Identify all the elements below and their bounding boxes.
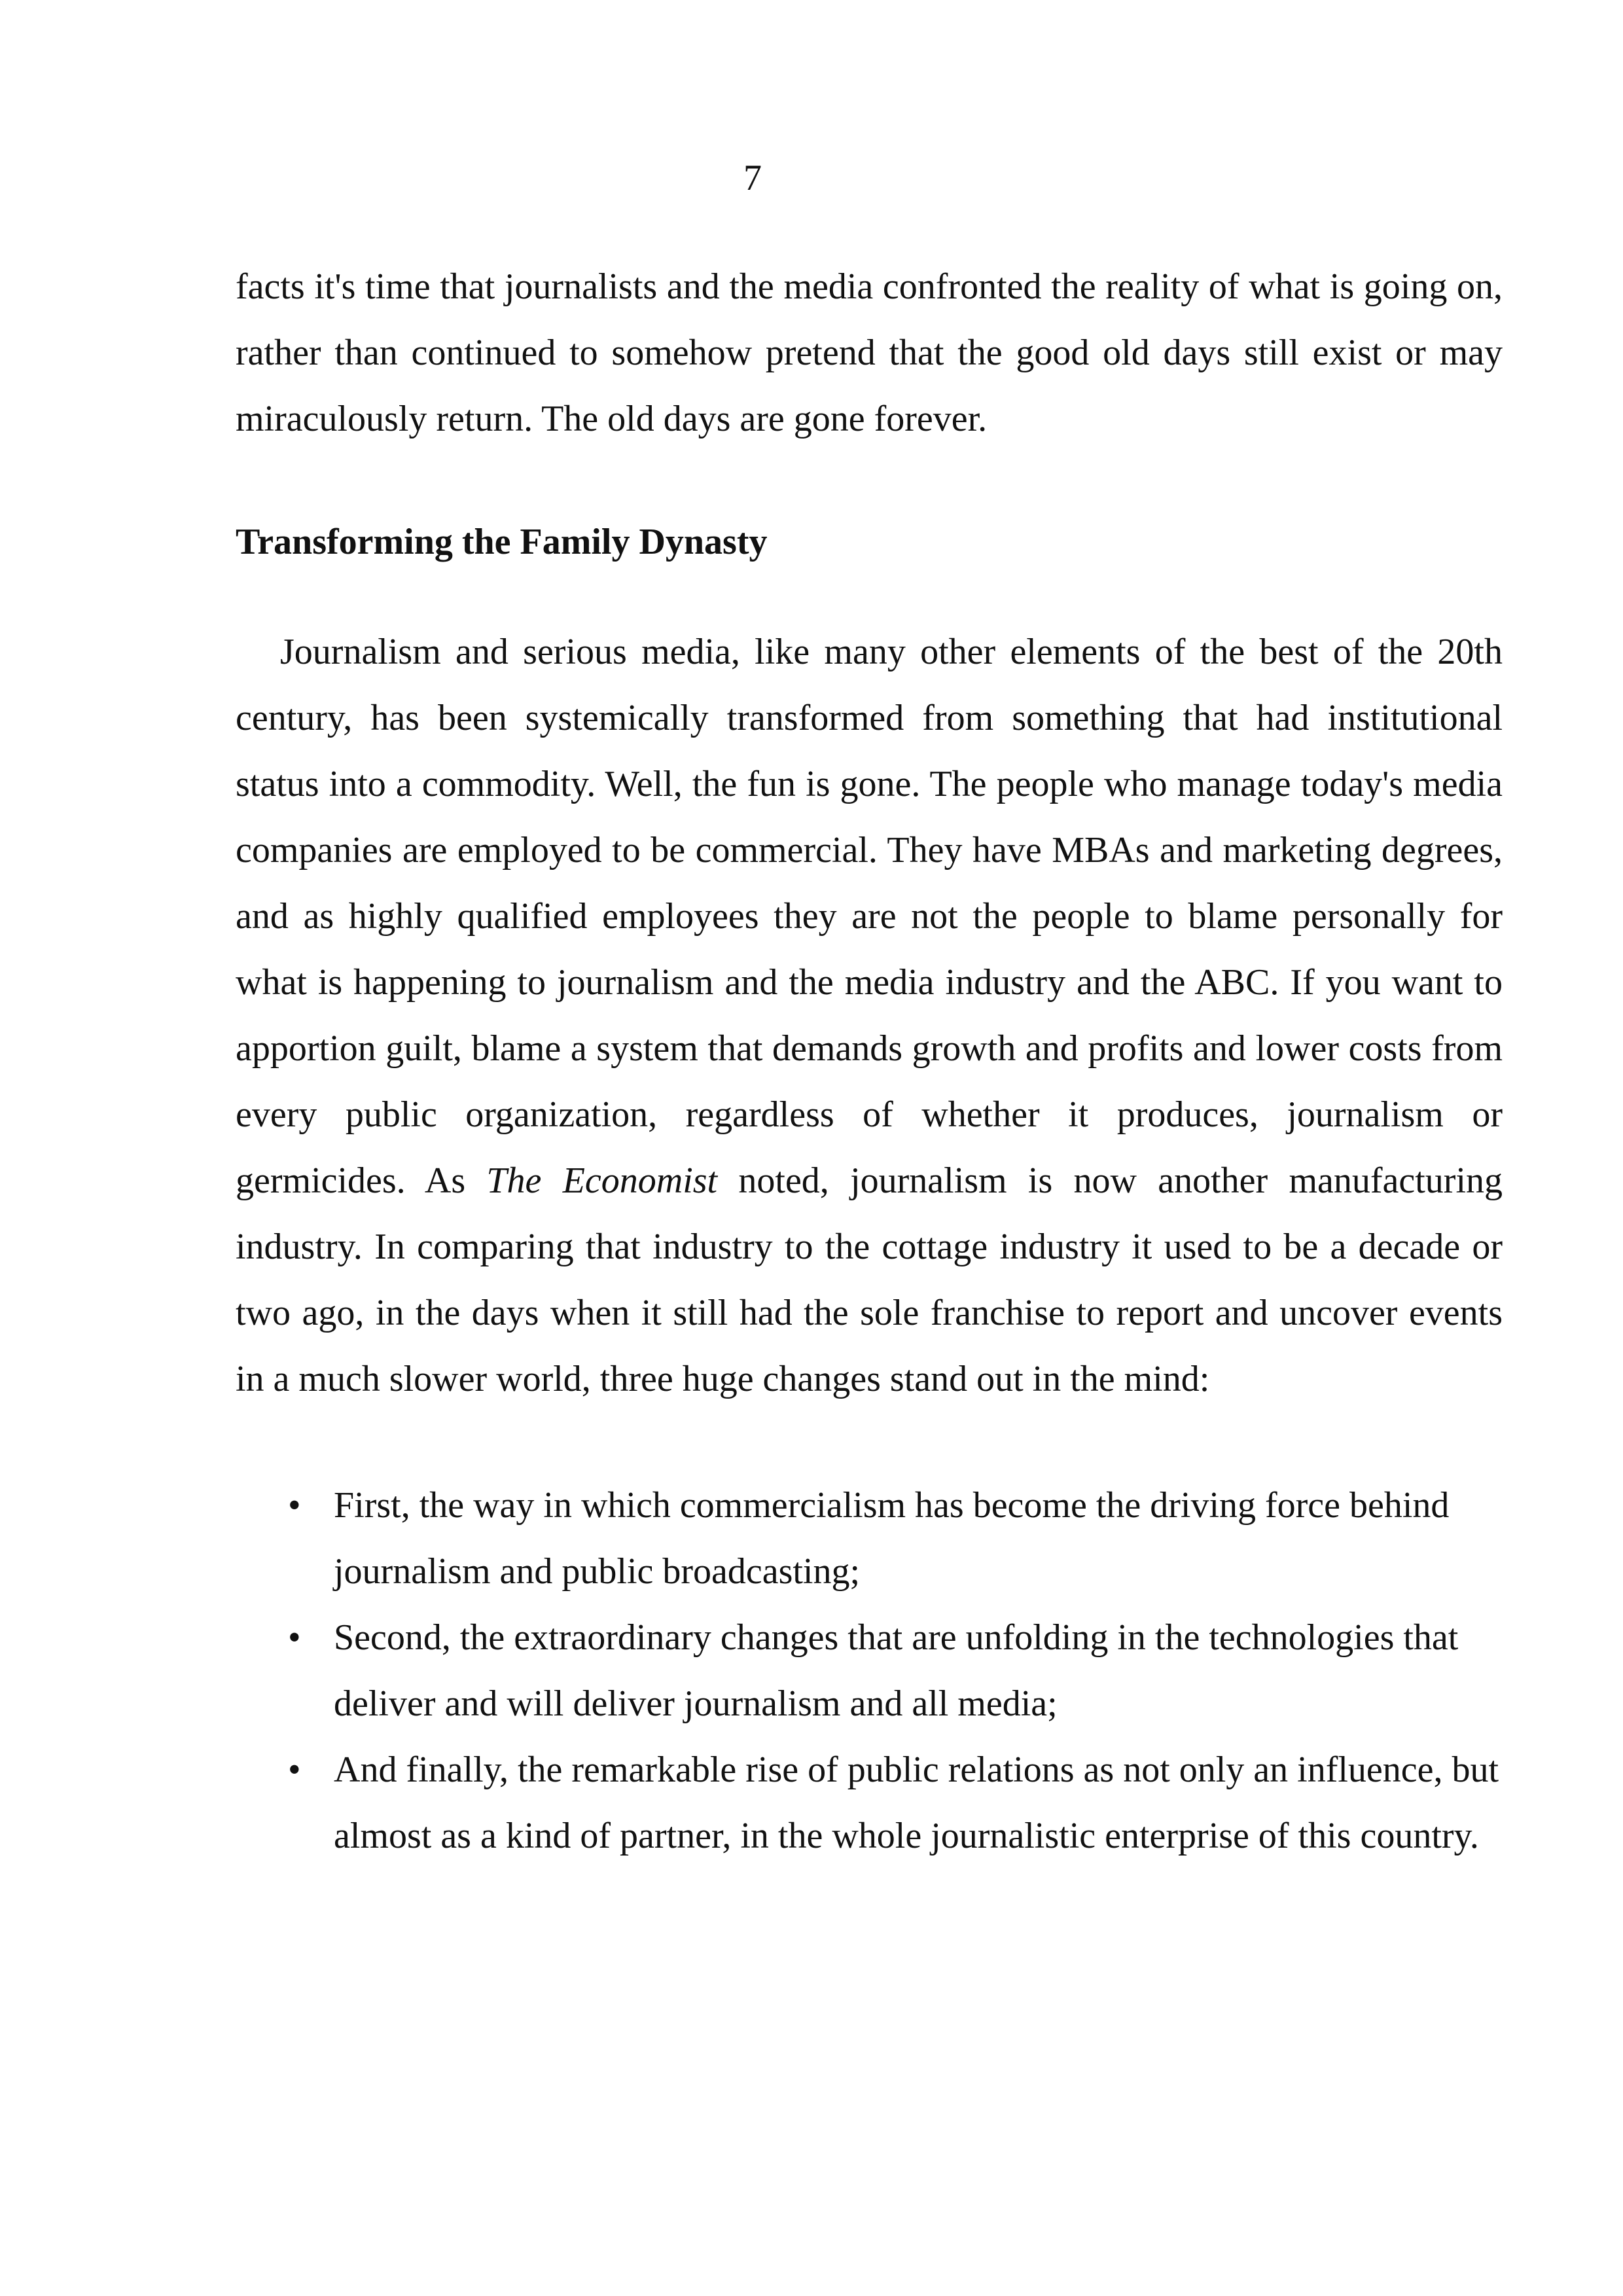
body-paragraph	[236, 619, 1503, 1412]
page-number: 7	[743, 158, 762, 198]
bullet-icon: •	[288, 1617, 301, 1658]
section-heading: Transforming the Family Dynasty	[236, 522, 768, 562]
body-text-part-2: noted, journalism is now another manufacturing industry. In comparing that industry to the cottage industry it used to be a decade or two ago, in the days when it still had the sole franchise to report and uncover events in a much slower world, three huge changes stand out in the mind:	[236, 1160, 1503, 1399]
list-item-text: First, the way in which commercialism has become the driving force behind journalism and public broadcasting;	[334, 1485, 1450, 1592]
list-item-text: And finally, the remarkable rise of public relations as not only an influence, but almost as a kind of partner, in the whole journalistic enterprise of this country.	[334, 1749, 1499, 1856]
list-item	[236, 1605, 1503, 1737]
list-item	[236, 1737, 1503, 1869]
bullet-icon: •	[288, 1485, 301, 1526]
bullet-list	[236, 1473, 1503, 1869]
list-item-text: Second, the extraordinary changes that are unfolding in the technologies that deliver and will deliver journalism and all media;	[334, 1617, 1459, 1724]
intro-paragraph: facts it's time that journalists and the media confronted the reality of what is going on, rather than continued to somehow pretend that the good old days still exist or may miraculously return. The old days are gone forever.	[236, 266, 1503, 439]
body-text-part-1: Journalism and serious media, like many other elements of the best of the 20th century, has been systemically transformed from something that had institutional status into a commodity. Well, the fun is gone. The people who manage today's media companies are employed to be commercial. They have MBAs and marketing degrees, and as highly qualified employees they are not the people to blame personally for what is happening to journalism and the media industry and the ABC. If you want to apportion guilt, blame a system that demands growth and profits and lower costs from every public organization, regardless of whether it produces, journalism or germicides. As	[236, 632, 1503, 1201]
bullet-icon: •	[288, 1749, 301, 1790]
list-item	[236, 1473, 1503, 1605]
publication-title: The Economist	[486, 1160, 718, 1201]
